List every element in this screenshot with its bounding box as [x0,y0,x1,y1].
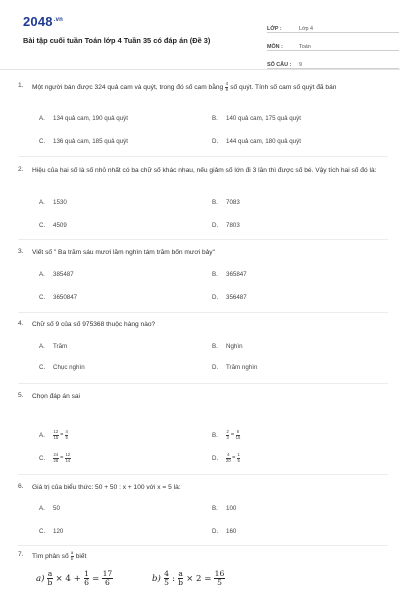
question-number: 4. [18,320,24,327]
fraction: $\frac{1}{6}$ [84,569,89,587]
question-2 [18,166,388,246]
meta-value: Lớp 4 [299,26,314,32]
meta-value: Toán [299,44,311,50]
question-divider [18,383,388,384]
meta-value: 9 [299,62,302,68]
question-divider [18,312,388,313]
question-3 [18,248,388,320]
question-text: Một người bán được 324 quả cam và quýt, trong đó số cam bằng $\frac{4}{9}$ số quýt. Tính số cam số quýt đã bán [32,81,337,92]
option-c[interactable]: C. 4509 [39,222,67,229]
option-a[interactable]: A. 134 quả cam, 190 quả quýt [39,115,128,122]
question-number: 7. [18,551,24,558]
option-c[interactable]: C. $\frac{24}{28}$ = $\frac{12}{14}$ [39,452,71,463]
question-text: Tìm phân số $\frac{a}{b}$ biết [32,550,87,561]
equation-b: b) $\frac{4}{5}$ : $\frac{a}{b}$ × 2 = $\frac{16}{5}$ [152,569,225,587]
fraction: $\frac{12}{15}$ [53,429,59,440]
question-text: Chữ số 9 của số 975368 thuộc hàng nào? [32,321,156,328]
option-a[interactable]: A. 50 [39,505,60,512]
meta-class-row [267,17,399,33]
option-a[interactable]: A. Trăm [39,343,68,350]
meta-subject-row [267,35,399,51]
question-text: Viết số " Ba trăm sáu mươi lăm nghìn tám trăm bốn mươi bảy" [32,249,215,256]
fraction: $\frac{a}{b}$ [47,569,53,587]
equation-a: a) $\frac{a}{b}$ × 4 + $\frac{1}{6}$ = $\frac{17}{6}$ [36,569,113,587]
fraction: $\frac{16}{5}$ [214,569,225,587]
site-logo[interactable]: $2048^{.vn}$ [23,14,64,29]
question-number: 3. [18,248,24,255]
question-number: 5. [18,392,24,399]
fraction: $\frac{1}{5}$ [237,452,240,463]
option-b[interactable]: B. 140 quả cam, 175 quả quýt [212,115,301,122]
question-5 [18,392,388,480]
option-b[interactable]: B. 365847 [212,271,247,278]
question-7 [18,551,388,600]
option-d[interactable]: D. $\frac{4}{20}$ = $\frac{1}{5}$ [212,452,240,463]
option-d[interactable]: D. Trăm nghìn [212,364,258,371]
option-c[interactable]: C. 3650847 [39,294,78,301]
option-a[interactable]: A. 1530 [39,199,67,206]
option-a[interactable]: A. 385487 [39,271,74,278]
fraction: $\frac{4}{5}$ [65,429,68,440]
option-d[interactable]: D. 144 quả cam, 180 quả quýt [212,138,301,145]
meta-label: SỐ CÂU : [267,62,292,68]
fraction: $\frac{2}{3}$ [226,429,229,440]
option-a[interactable]: A. $\frac{12}{15}$ = $\frac{4}{5}$ [39,429,68,440]
question-number: 6. [18,483,24,490]
option-c[interactable]: C. 120 [39,528,64,535]
question-text: Giá trị của biểu thức: 50 + 50 : x + 100 với x = 5 là: [32,484,181,491]
question-4 [18,320,388,390]
fraction: $\frac{4}{5}$ [164,569,169,587]
option-c[interactable]: C. Chục nghìn [39,364,85,371]
question-number: 2. [18,166,24,173]
question-divider [18,156,388,157]
question-1 [18,82,388,162]
fraction: $\frac{17}{6}$ [102,569,113,587]
option-b[interactable]: B. 7083 [212,199,240,206]
option-d[interactable]: D. 356487 [212,294,247,301]
fraction: $\frac{4}{9}$ [225,81,228,92]
question-divider [18,545,388,546]
meta-label: MÔN : [267,44,283,50]
fraction: $\frac{24}{28}$ [53,452,59,463]
fraction: $\frac{4}{20}$ [226,452,231,463]
fraction: $\frac{a}{b}$ [71,550,74,561]
fraction: $\frac{12}{14}$ [65,452,71,463]
option-c[interactable]: C. 136 quả cam, 185 quả quýt [39,138,128,145]
question-6 [18,483,388,549]
header-divider [0,69,400,70]
meta-count-row [267,53,399,69]
worksheet-meta [267,17,399,71]
question-number: 1. [18,82,24,89]
option-b[interactable]: B. 100 [212,505,237,512]
question-divider [18,239,388,240]
option-b[interactable]: B. Nghìn [212,343,243,350]
worksheet-header [14,0,386,68]
question-divider [18,474,388,475]
option-d[interactable]: D. 7803 [212,222,240,229]
option-d[interactable]: D. 160 [212,528,237,535]
fraction: $\frac{6}{15}$ [235,429,241,440]
question-text: Chọn đáp án sai [32,393,81,400]
option-b[interactable]: B. $\frac{2}{3}$ = $\frac{6}{15}$ [212,429,241,440]
meta-label: LỚP : [267,26,282,32]
question-text: Hiệu của hai số là số nhỏ nhất có ba chữ số khác nhau, nếu giảm số lớn đi 3 lần thì được số bé. Vậy tích hai số đó là: [32,167,377,174]
page-title: Bài tập cuối tuần Toán lớp 4 Tuần 35 có đáp án (Đề 3) [23,36,211,45]
fraction: $\frac{a}{b}$ [178,569,184,587]
